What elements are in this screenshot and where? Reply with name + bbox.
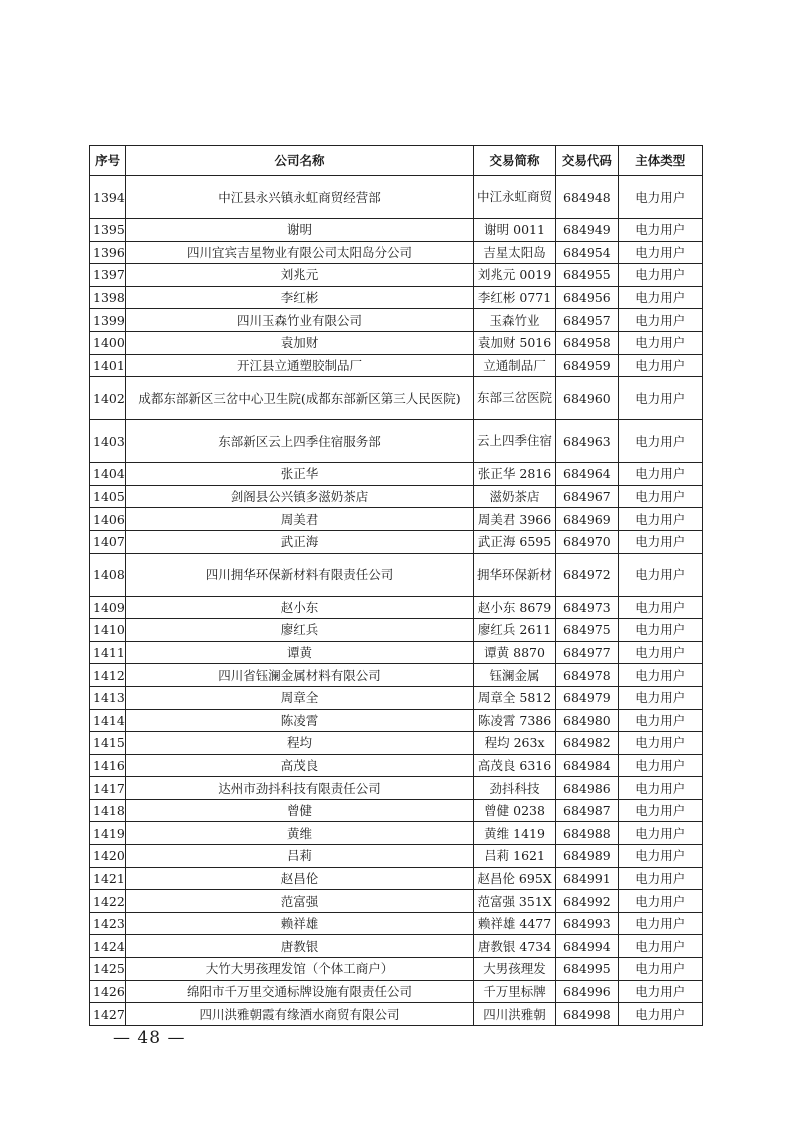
cell-short-name: 曾健 0238 bbox=[473, 799, 555, 822]
table-row bbox=[90, 331, 703, 354]
table-header-row bbox=[90, 146, 703, 176]
header-company: 公司名称 bbox=[126, 146, 474, 176]
cell-short-name: 赵昌伦 695X bbox=[473, 867, 555, 890]
cell-code: 684986 bbox=[556, 777, 618, 800]
cell-seq: 1421 bbox=[90, 867, 126, 890]
cell-type: 电力用户 bbox=[618, 264, 702, 287]
cell-type: 电力用户 bbox=[618, 799, 702, 822]
cell-seq: 1422 bbox=[90, 890, 126, 913]
cell-type: 电力用户 bbox=[618, 912, 702, 935]
cell-short-name: 武正海 6595 bbox=[473, 530, 555, 553]
cell-seq: 1396 bbox=[90, 241, 126, 264]
cell-type: 电力用户 bbox=[618, 822, 702, 845]
cell-code: 684975 bbox=[556, 619, 618, 642]
cell-code: 684954 bbox=[556, 241, 618, 264]
table-row bbox=[90, 686, 703, 709]
cell-seq: 1407 bbox=[90, 530, 126, 553]
cell-seq: 1411 bbox=[90, 641, 126, 664]
company-table bbox=[89, 145, 703, 1026]
cell-code: 684993 bbox=[556, 912, 618, 935]
cell-short-name: 中江永虹商贸 bbox=[473, 176, 555, 219]
cell-short-name: 张正华 2816 bbox=[473, 463, 555, 486]
header-type: 主体类型 bbox=[618, 146, 702, 176]
cell-seq: 1426 bbox=[90, 980, 126, 1003]
cell-company: 达州市劲抖科技有限责任公司 bbox=[126, 777, 474, 800]
cell-type: 电力用户 bbox=[618, 980, 702, 1003]
cell-code: 684956 bbox=[556, 286, 618, 309]
cell-company: 张正华 bbox=[126, 463, 474, 486]
cell-short-name: 拥华环保新材 bbox=[473, 553, 555, 596]
header-seq: 序号 bbox=[90, 146, 126, 176]
cell-company: 大竹大男孩理发馆（个体工商户） bbox=[126, 958, 474, 981]
cell-company: 四川拥华环保新材料有限责任公司 bbox=[126, 553, 474, 596]
table-row bbox=[90, 912, 703, 935]
cell-company: 曾健 bbox=[126, 799, 474, 822]
table-row bbox=[90, 619, 703, 642]
cell-code: 684994 bbox=[556, 935, 618, 958]
table-row bbox=[90, 822, 703, 845]
cell-company: 刘兆元 bbox=[126, 264, 474, 287]
table-row bbox=[90, 799, 703, 822]
cell-seq: 1405 bbox=[90, 485, 126, 508]
cell-seq: 1402 bbox=[90, 377, 126, 420]
cell-type: 电力用户 bbox=[618, 1003, 702, 1026]
table-row bbox=[90, 219, 703, 242]
cell-seq: 1403 bbox=[90, 420, 126, 463]
cell-short-name: 赖祥雄 4477 bbox=[473, 912, 555, 935]
cell-seq: 1424 bbox=[90, 935, 126, 958]
cell-seq: 1409 bbox=[90, 596, 126, 619]
cell-code: 684969 bbox=[556, 508, 618, 531]
cell-code: 684995 bbox=[556, 958, 618, 981]
cell-short-name: 东部三岔医院 bbox=[473, 377, 555, 420]
cell-short-name: 谢明 0011 bbox=[473, 219, 555, 242]
cell-company: 程均 bbox=[126, 732, 474, 755]
cell-short-name: 袁加财 5016 bbox=[473, 331, 555, 354]
cell-short-name: 钰澜金属 bbox=[473, 664, 555, 687]
cell-type: 电力用户 bbox=[618, 641, 702, 664]
cell-seq: 1398 bbox=[90, 286, 126, 309]
cell-code: 684987 bbox=[556, 799, 618, 822]
table-row bbox=[90, 709, 703, 732]
cell-company: 周美君 bbox=[126, 508, 474, 531]
table-row bbox=[90, 264, 703, 287]
table-row bbox=[90, 845, 703, 868]
cell-short-name: 大男孩理发 bbox=[473, 958, 555, 981]
cell-type: 电力用户 bbox=[618, 309, 702, 332]
cell-short-name: 立通制品厂 bbox=[473, 354, 555, 377]
cell-code: 684978 bbox=[556, 664, 618, 687]
table-row bbox=[90, 777, 703, 800]
cell-seq: 1408 bbox=[90, 553, 126, 596]
cell-short-name: 劲抖科技 bbox=[473, 777, 555, 800]
cell-short-name: 唐教银 4734 bbox=[473, 935, 555, 958]
cell-company: 黄维 bbox=[126, 822, 474, 845]
header-code: 交易代码 bbox=[556, 146, 618, 176]
table-row bbox=[90, 309, 703, 332]
cell-code: 684991 bbox=[556, 867, 618, 890]
cell-type: 电力用户 bbox=[618, 935, 702, 958]
cell-code: 684948 bbox=[556, 176, 618, 219]
cell-type: 电力用户 bbox=[618, 845, 702, 868]
cell-seq: 1404 bbox=[90, 463, 126, 486]
cell-company: 四川洪雅朝霞有缘酒水商贸有限公司 bbox=[126, 1003, 474, 1026]
cell-code: 684949 bbox=[556, 219, 618, 242]
table-row bbox=[90, 377, 703, 420]
cell-company: 东部新区云上四季住宿服务部 bbox=[126, 420, 474, 463]
cell-company: 武正海 bbox=[126, 530, 474, 553]
table-row bbox=[90, 641, 703, 664]
cell-seq: 1419 bbox=[90, 822, 126, 845]
cell-company: 中江县永兴镇永虹商贸经营部 bbox=[126, 176, 474, 219]
cell-short-name: 黄维 1419 bbox=[473, 822, 555, 845]
cell-short-name: 吕莉 1621 bbox=[473, 845, 555, 868]
cell-short-name: 千万里标牌 bbox=[473, 980, 555, 1003]
cell-short-name: 谭黄 8870 bbox=[473, 641, 555, 664]
cell-short-name: 李红彬 0771 bbox=[473, 286, 555, 309]
cell-company: 廖红兵 bbox=[126, 619, 474, 642]
cell-type: 电力用户 bbox=[618, 286, 702, 309]
cell-seq: 1418 bbox=[90, 799, 126, 822]
table-row bbox=[90, 1003, 703, 1026]
cell-seq: 1414 bbox=[90, 709, 126, 732]
cell-type: 电力用户 bbox=[618, 331, 702, 354]
cell-company: 四川宜宾吉星物业有限公司太阳岛分公司 bbox=[126, 241, 474, 264]
cell-seq: 1425 bbox=[90, 958, 126, 981]
table-row bbox=[90, 664, 703, 687]
cell-company: 吕莉 bbox=[126, 845, 474, 868]
cell-seq: 1401 bbox=[90, 354, 126, 377]
cell-short-name: 玉森竹业 bbox=[473, 309, 555, 332]
cell-code: 684982 bbox=[556, 732, 618, 755]
cell-type: 电力用户 bbox=[618, 596, 702, 619]
table-row bbox=[90, 420, 703, 463]
cell-type: 电力用户 bbox=[618, 553, 702, 596]
cell-code: 684955 bbox=[556, 264, 618, 287]
cell-short-name: 周美君 3966 bbox=[473, 508, 555, 531]
cell-type: 电力用户 bbox=[618, 754, 702, 777]
cell-code: 684972 bbox=[556, 553, 618, 596]
cell-type: 电力用户 bbox=[618, 664, 702, 687]
cell-short-name: 吉星太阳岛 bbox=[473, 241, 555, 264]
cell-type: 电力用户 bbox=[618, 241, 702, 264]
cell-code: 684984 bbox=[556, 754, 618, 777]
cell-code: 684960 bbox=[556, 377, 618, 420]
cell-code: 684963 bbox=[556, 420, 618, 463]
cell-type: 电力用户 bbox=[618, 530, 702, 553]
cell-code: 684992 bbox=[556, 890, 618, 913]
cell-short-name: 滋奶茶店 bbox=[473, 485, 555, 508]
cell-type: 电力用户 bbox=[618, 890, 702, 913]
table-row bbox=[90, 935, 703, 958]
cell-type: 电力用户 bbox=[618, 354, 702, 377]
cell-short-name: 刘兆元 0019 bbox=[473, 264, 555, 287]
cell-code: 684970 bbox=[556, 530, 618, 553]
cell-seq: 1420 bbox=[90, 845, 126, 868]
table-row bbox=[90, 530, 703, 553]
cell-company: 开江县立通塑胶制品厂 bbox=[126, 354, 474, 377]
cell-type: 电力用户 bbox=[618, 219, 702, 242]
cell-type: 电力用户 bbox=[618, 176, 702, 219]
cell-code: 684977 bbox=[556, 641, 618, 664]
cell-company: 唐教银 bbox=[126, 935, 474, 958]
cell-code: 684959 bbox=[556, 354, 618, 377]
cell-seq: 1397 bbox=[90, 264, 126, 287]
table-row bbox=[90, 754, 703, 777]
cell-seq: 1427 bbox=[90, 1003, 126, 1026]
table-row bbox=[90, 596, 703, 619]
cell-company: 李红彬 bbox=[126, 286, 474, 309]
cell-company: 谢明 bbox=[126, 219, 474, 242]
cell-code: 684964 bbox=[556, 463, 618, 486]
table-row bbox=[90, 958, 703, 981]
cell-company: 赵小东 bbox=[126, 596, 474, 619]
cell-short-name: 云上四季住宿 bbox=[473, 420, 555, 463]
cell-seq: 1399 bbox=[90, 309, 126, 332]
page-number: — 48 — bbox=[113, 1028, 186, 1048]
cell-short-name: 四川洪雅朝 bbox=[473, 1003, 555, 1026]
cell-code: 684996 bbox=[556, 980, 618, 1003]
cell-company: 高茂良 bbox=[126, 754, 474, 777]
cell-seq: 1416 bbox=[90, 754, 126, 777]
cell-company: 谭黄 bbox=[126, 641, 474, 664]
cell-short-name: 陈凌霄 7386 bbox=[473, 709, 555, 732]
cell-seq: 1423 bbox=[90, 912, 126, 935]
table-row bbox=[90, 286, 703, 309]
cell-company: 绵阳市千万里交通标牌设施有限责任公司 bbox=[126, 980, 474, 1003]
cell-type: 电力用户 bbox=[618, 485, 702, 508]
cell-code: 684979 bbox=[556, 686, 618, 709]
table-row bbox=[90, 508, 703, 531]
cell-company: 赵昌伦 bbox=[126, 867, 474, 890]
cell-short-name: 赵小东 8679 bbox=[473, 596, 555, 619]
cell-company: 四川玉森竹业有限公司 bbox=[126, 309, 474, 332]
cell-type: 电力用户 bbox=[618, 777, 702, 800]
cell-type: 电力用户 bbox=[618, 377, 702, 420]
table-body bbox=[90, 176, 703, 1026]
cell-short-name: 周章全 5812 bbox=[473, 686, 555, 709]
cell-type: 电力用户 bbox=[618, 732, 702, 755]
cell-seq: 1415 bbox=[90, 732, 126, 755]
cell-short-name: 程均 263x bbox=[473, 732, 555, 755]
cell-type: 电力用户 bbox=[618, 958, 702, 981]
cell-code: 684988 bbox=[556, 822, 618, 845]
cell-code: 684973 bbox=[556, 596, 618, 619]
cell-company: 周章全 bbox=[126, 686, 474, 709]
cell-code: 684967 bbox=[556, 485, 618, 508]
cell-type: 电力用户 bbox=[618, 867, 702, 890]
cell-company: 四川省钰澜金属材料有限公司 bbox=[126, 664, 474, 687]
header-short-name: 交易简称 bbox=[473, 146, 555, 176]
cell-type: 电力用户 bbox=[618, 508, 702, 531]
cell-code: 684957 bbox=[556, 309, 618, 332]
cell-company: 成都东部新区三岔中心卫生院(成都东部新区第三人民医院) bbox=[126, 377, 474, 420]
table-row bbox=[90, 890, 703, 913]
cell-code: 684958 bbox=[556, 331, 618, 354]
table-row bbox=[90, 241, 703, 264]
table-row bbox=[90, 732, 703, 755]
cell-type: 电力用户 bbox=[618, 686, 702, 709]
cell-type: 电力用户 bbox=[618, 709, 702, 732]
cell-company: 陈凌霄 bbox=[126, 709, 474, 732]
cell-seq: 1417 bbox=[90, 777, 126, 800]
table-row bbox=[90, 485, 703, 508]
cell-company: 赖祥雄 bbox=[126, 912, 474, 935]
cell-short-name: 范富强 351X bbox=[473, 890, 555, 913]
table-row bbox=[90, 463, 703, 486]
cell-seq: 1412 bbox=[90, 664, 126, 687]
cell-seq: 1395 bbox=[90, 219, 126, 242]
cell-code: 684989 bbox=[556, 845, 618, 868]
cell-seq: 1410 bbox=[90, 619, 126, 642]
cell-type: 电力用户 bbox=[618, 463, 702, 486]
cell-type: 电力用户 bbox=[618, 420, 702, 463]
table-row bbox=[90, 980, 703, 1003]
table-row bbox=[90, 553, 703, 596]
cell-company: 剑阁县公兴镇多滋奶茶店 bbox=[126, 485, 474, 508]
cell-code: 684998 bbox=[556, 1003, 618, 1026]
cell-code: 684980 bbox=[556, 709, 618, 732]
table-row bbox=[90, 867, 703, 890]
cell-seq: 1406 bbox=[90, 508, 126, 531]
cell-seq: 1413 bbox=[90, 686, 126, 709]
cell-type: 电力用户 bbox=[618, 619, 702, 642]
table-row bbox=[90, 354, 703, 377]
cell-short-name: 廖红兵 2611 bbox=[473, 619, 555, 642]
table-row bbox=[90, 176, 703, 219]
cell-seq: 1394 bbox=[90, 176, 126, 219]
cell-company: 范富强 bbox=[126, 890, 474, 913]
cell-company: 袁加财 bbox=[126, 331, 474, 354]
cell-seq: 1400 bbox=[90, 331, 126, 354]
cell-short-name: 高茂良 6316 bbox=[473, 754, 555, 777]
